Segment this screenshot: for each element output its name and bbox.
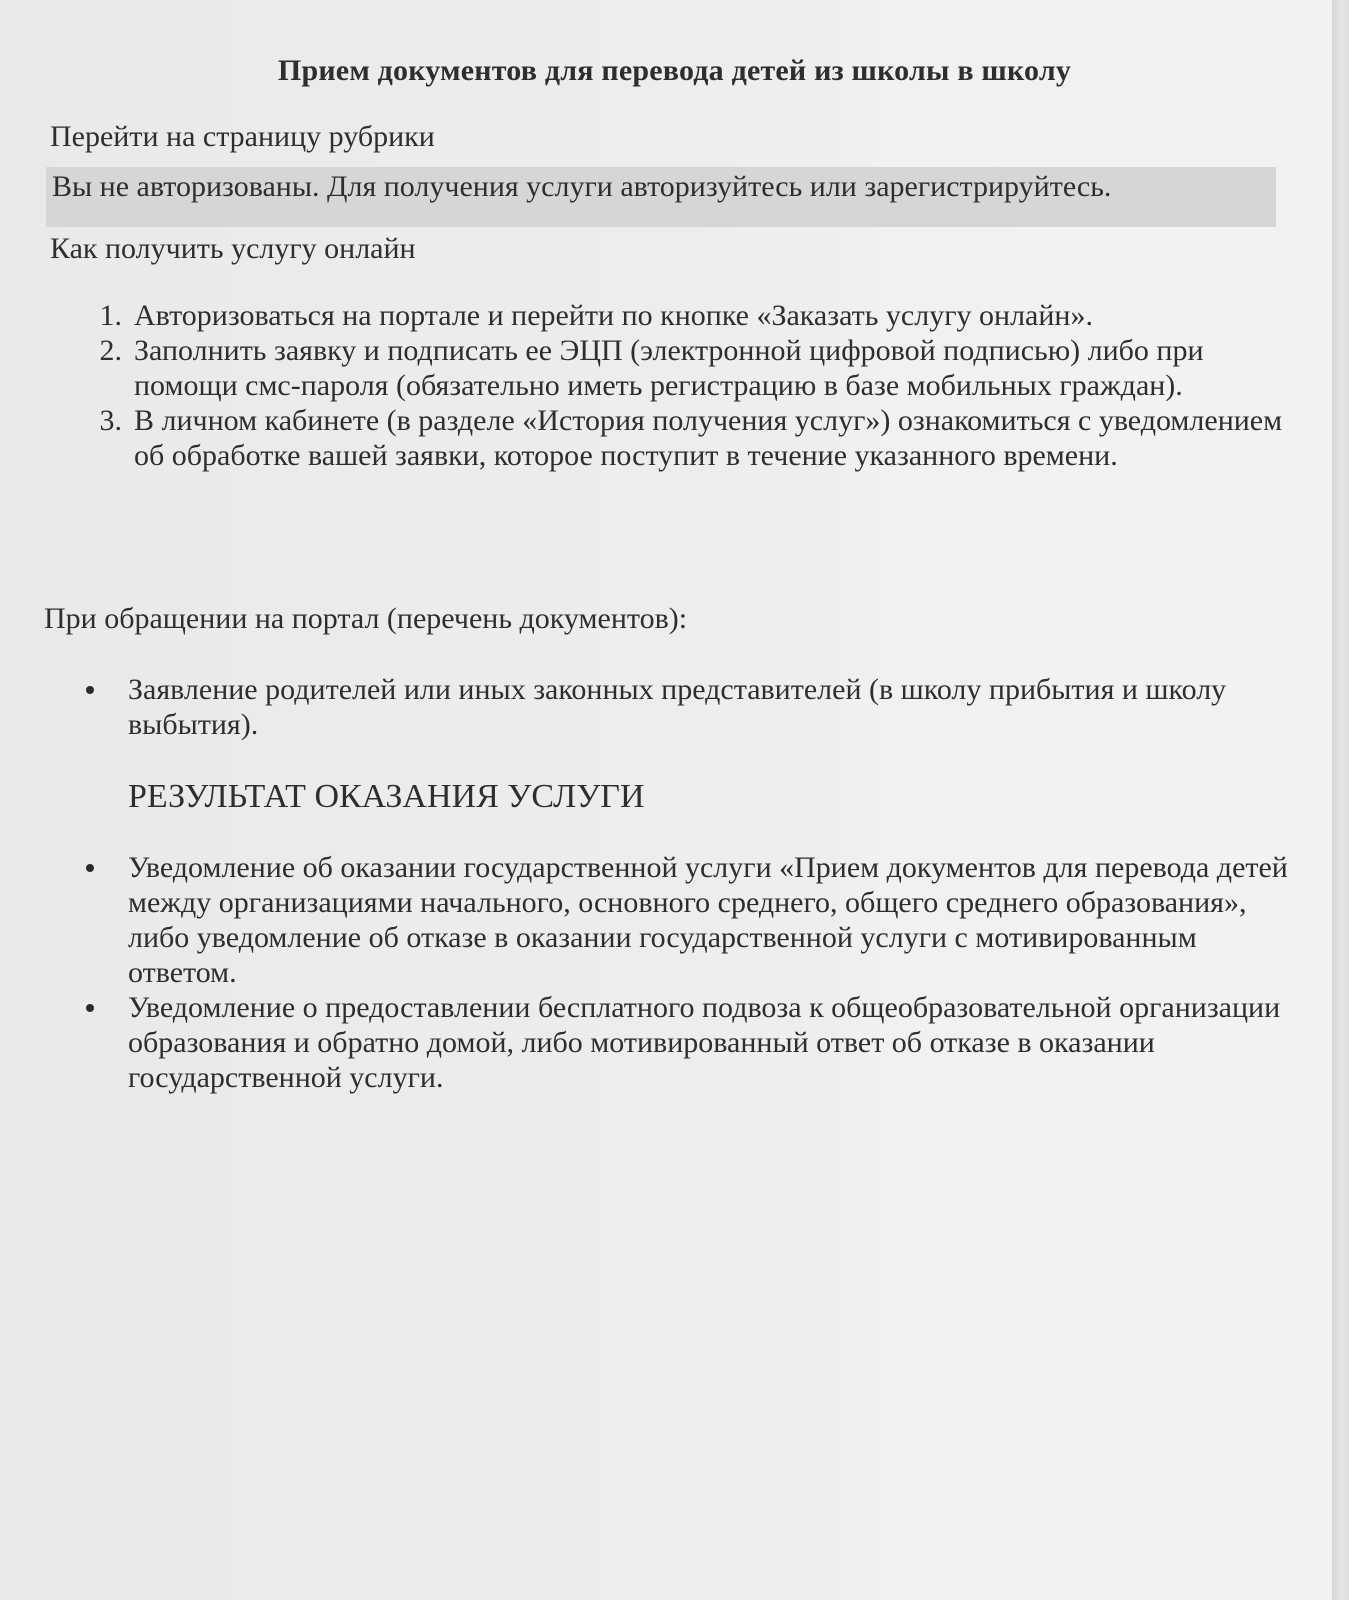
list-item <box>80 990 1290 1095</box>
result-heading: РЕЗУЛЬТАТ ОКАЗАНИЯ УСЛУГИ <box>128 778 645 815</box>
result-item-text: Уведомление о предоставлении бесплатного подвоза к общеобразовательной организации образования и обратно домой, либо мотивированный ответ об отказе в оказании государственной услуги. <box>128 991 1281 1094</box>
bullet-icon <box>86 686 94 694</box>
step-number: 2. <box>99 334 122 367</box>
step-text: Авторизоваться на портале и перейти по кнопке «Заказать услугу онлайн». <box>134 299 1093 332</box>
step-number: 3. <box>99 404 122 437</box>
list-item <box>80 672 1290 742</box>
document-item-text: Заявление родителей или иных законных представителей (в школу прибытия и школу выбытия). <box>128 673 1227 741</box>
how-to-heading: Как получить услугу онлайн <box>50 232 416 265</box>
bullet-icon <box>86 864 94 872</box>
result-item-text: Уведомление об оказании государственной услуги «Прием документов для перевода детей между организациями начального, основного среднего, общего среднего образования», либо уведомление об отказе в оказании государственной услуги с мотивированным ответом. <box>128 851 1288 989</box>
documents-heading: При обращении на портал (перечень документов): <box>44 602 688 635</box>
document-title: Прием документов для перевода детей из школы в школу <box>277 54 1072 87</box>
step-item <box>86 298 1286 333</box>
paper-edge <box>1332 0 1349 1600</box>
documents-list <box>80 672 1290 742</box>
list-item <box>80 850 1290 990</box>
step-number: 1. <box>99 299 122 332</box>
rubric-link: Перейти на страницу рубрики <box>50 120 435 153</box>
step-text: В личном кабинете (в разделе «История получения услуг») ознакомиться с уведомлением об обработке вашей заявки, которое поступит в течение указанного времени. <box>134 404 1283 472</box>
step-item <box>86 403 1286 473</box>
results-list <box>80 850 1290 1095</box>
step-item <box>86 333 1286 403</box>
bullet-icon <box>86 1004 94 1012</box>
steps-list <box>86 298 1286 473</box>
auth-notice-text: Вы не авторизованы. Для получения услуги авторизуйтесь или зарегистрируйтесь. <box>52 170 1112 203</box>
step-text: Заполнить заявку и подписать ее ЭЦП (электронной цифровой подписью) либо при помощи смс-пароля (обязательно иметь регистрацию в базе мобильных граждан). <box>134 334 1204 402</box>
